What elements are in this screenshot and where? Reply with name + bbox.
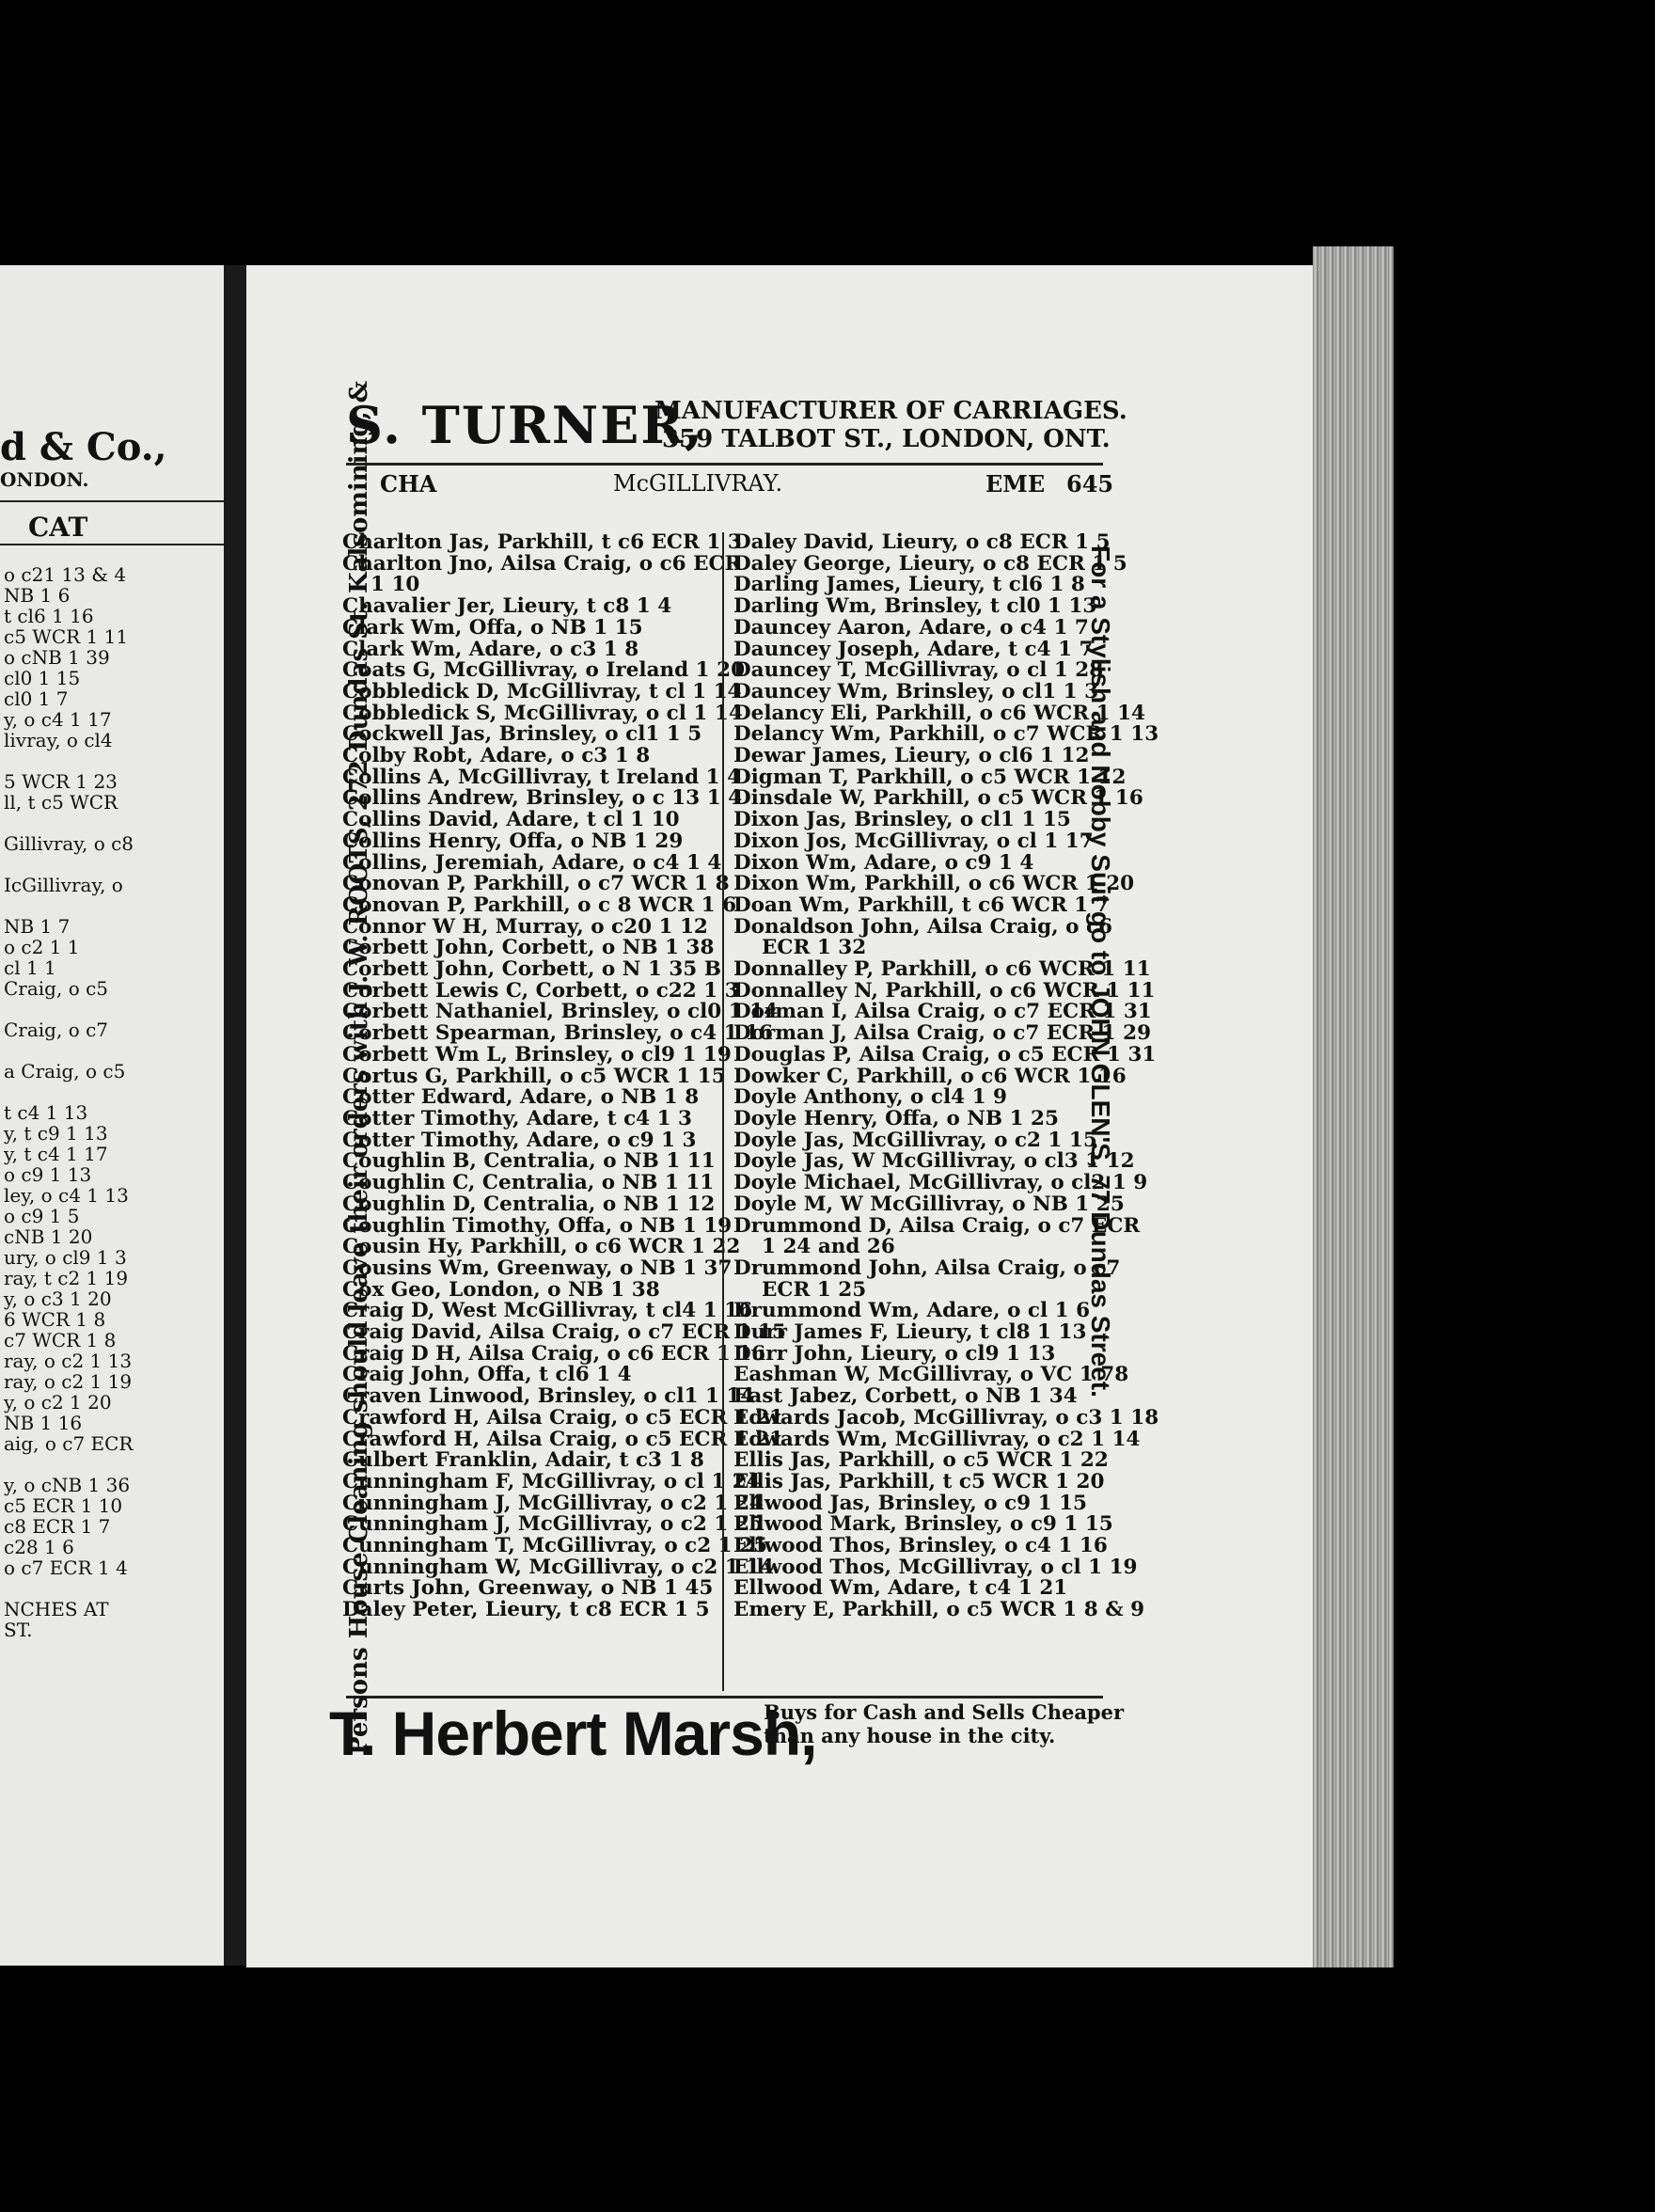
directory-entry: Donnalley N, Parkhill, o c6 WCR 1 11 bbox=[733, 978, 1156, 1003]
previous-page bbox=[0, 265, 229, 1966]
footer-advertiser-name: T. Herbert Marsh, bbox=[329, 1698, 817, 1768]
previous-page-line: y, o c2 1 20 bbox=[4, 1391, 112, 1414]
running-head-right: EME bbox=[985, 470, 1046, 498]
directory-entry: Darling Wm, Brinsley, t cl0 1 13 bbox=[733, 594, 1097, 619]
directory-entry: Craig D, West McGillivray, t cl4 1 16 bbox=[342, 1299, 753, 1323]
directory-entry: Doyle Henry, Offa, o NB 1 25 bbox=[733, 1106, 1059, 1130]
previous-page-line: 5 WCR 1 23 bbox=[4, 770, 118, 793]
directory-entry: Cunningham F, McGillivray, o cl 1 24 bbox=[342, 1469, 761, 1493]
directory-entry: Donaldson John, Ailsa Craig, o c6 bbox=[733, 914, 1113, 939]
directory-entry: Delancy Eli, Parkhill, o c6 WCR 1 14 bbox=[733, 701, 1145, 725]
directory-entry: Doyle M, W McGillivray, o NB 1 25 bbox=[733, 1192, 1125, 1216]
advertiser-name: S. TURNER, bbox=[346, 395, 705, 455]
directory-entry: Chavalier Jer, Lieury, t c8 1 4 bbox=[342, 594, 672, 619]
previous-page-line: Craig, o c7 bbox=[4, 1019, 109, 1041]
directory-entry: Culbert Franklin, Adair, t c3 1 8 bbox=[342, 1448, 704, 1473]
directory-entry: Cobbledick S, McGillivray, o cl 1 14 bbox=[342, 701, 743, 725]
directory-entry: Dixon Jas, Brinsley, o cl1 1 15 bbox=[733, 808, 1071, 832]
previous-page-heading: d & Co., bbox=[0, 425, 167, 469]
directory-entry: Crawford H, Ailsa Craig, o c5 ECR 1 21 bbox=[342, 1405, 784, 1430]
left-column bbox=[342, 532, 786, 1621]
directory-entry: Edwards Wm, McGillivray, o c2 1 14 bbox=[733, 1427, 1141, 1451]
advertiser-line-1: MANUFACTURER OF CARRIAGES. bbox=[654, 397, 1127, 425]
running-head-left: CHA bbox=[380, 470, 437, 498]
previous-page-line: ury, o cl9 1 3 bbox=[4, 1246, 127, 1269]
side-advertisement-right: For a Stylish and Nobby Suit go to JOHN GLEN'S, 77 Dundas Street. bbox=[1086, 545, 1115, 1398]
directory-entry: Digman T, Parkhill, o c5 WCR 1 12 bbox=[733, 765, 1127, 789]
previous-page-line: c8 ECR 1 7 bbox=[4, 1515, 111, 1538]
previous-page-line: o c9 1 13 bbox=[4, 1163, 92, 1186]
directory-entry: Conovan P, Parkhill, o c7 WCR 1 8 bbox=[342, 872, 730, 896]
page-edges bbox=[1313, 246, 1394, 1967]
directory-entry: Collins Henry, Offa, o NB 1 29 bbox=[342, 829, 684, 853]
directory-entry: Ellis Jas, Parkhill, t c5 WCR 1 20 bbox=[733, 1469, 1105, 1493]
previous-page-line: y, t c4 1 17 bbox=[4, 1143, 108, 1165]
directory-entry: Dixon Wm, Parkhill, o c6 WCR 1 20 bbox=[733, 872, 1135, 896]
previous-page-rule bbox=[0, 500, 224, 502]
directory-entry: Connor W H, Murray, o c20 1 12 bbox=[342, 914, 708, 939]
directory-entry: Edwards Jacob, McGillivray, o c3 1 18 bbox=[733, 1405, 1159, 1430]
directory-entry: Cotter Edward, Adare, o NB 1 8 bbox=[342, 1085, 700, 1110]
directory-entry: Corbett Nathaniel, Brinsley, o cl0 1 14 bbox=[342, 1000, 779, 1024]
previous-page-line: o c7 ECR 1 4 bbox=[4, 1556, 128, 1579]
directory-entry: Doyle Anthony, o cl4 1 9 bbox=[733, 1085, 1007, 1110]
directory-entry: Donnalley P, Parkhill, o c6 WCR 1 11 bbox=[733, 957, 1151, 982]
directory-entry: Doyle Michael, McGillivray, o cl2 1 9 bbox=[733, 1171, 1148, 1195]
previous-page-line: aig, o c7 ECR bbox=[4, 1432, 134, 1455]
directory-entry: Coats G, McGillivray, o Ireland 1 20 bbox=[342, 658, 746, 683]
directory-entry: Corbett John, Corbett, o N 1 35 B bbox=[342, 957, 721, 982]
previous-page-line: t cl6 1 16 bbox=[4, 605, 94, 627]
directory-entry: Cortus G, Parkhill, o c5 WCR 1 15 bbox=[342, 1064, 726, 1088]
directory-entry: Cobbledick D, McGillivray, t cl 1 14 bbox=[342, 679, 742, 703]
previous-page-line: c28 1 6 bbox=[4, 1536, 74, 1558]
directory-entry: Emery E, Parkhill, o c5 WCR 1 8 & 9 bbox=[733, 1598, 1145, 1622]
directory-entry: Daley Peter, Lieury, t c8 ECR 1 5 bbox=[342, 1598, 710, 1622]
directory-entry: Ellwood Wm, Adare, t c4 1 21 bbox=[733, 1576, 1068, 1601]
previous-page-line: NB 1 16 bbox=[4, 1412, 83, 1434]
previous-page-line: livray, o cl4 bbox=[4, 729, 113, 751]
directory-entry: Cox Geo, London, o NB 1 38 bbox=[342, 1277, 660, 1302]
directory-entry: Charlton Jno, Ailsa Craig, o c6 ECR bbox=[342, 551, 742, 576]
directory-entry: Ellwood Mark, Brinsley, o c9 1 15 bbox=[733, 1512, 1113, 1537]
directory-entry: Colby Robt, Adare, o c3 1 8 bbox=[342, 744, 651, 768]
directory-entry: Coughlin C, Centralia, o NB 1 11 bbox=[342, 1171, 715, 1195]
directory-entry: Clark Wm, Offa, o NB 1 15 bbox=[342, 615, 643, 640]
directory-entry: Collins, Jeremiah, Adare, o c4 1 4 bbox=[342, 850, 722, 875]
advertiser-details bbox=[654, 397, 1127, 453]
previous-page-line: cNB 1 20 bbox=[4, 1225, 93, 1248]
directory-entry: Daley David, Lieury, o c8 ECR 1 5 bbox=[733, 530, 1111, 554]
directory-entry: Drummond D, Ailsa Craig, o c7 ECR bbox=[733, 1213, 1141, 1238]
previous-page-line: o c9 1 5 bbox=[4, 1205, 80, 1227]
directory-entry: Dauncey T, McGillivray, o cl 1 28 bbox=[733, 658, 1104, 683]
previous-page-line: ray, o c2 1 19 bbox=[4, 1370, 133, 1393]
previous-page-line: o cNB 1 39 bbox=[4, 646, 110, 669]
previous-page-section: CAT bbox=[28, 512, 88, 543]
directory-entry: Drummond John, Ailsa Craig, o c7 bbox=[733, 1256, 1121, 1280]
directory-entry: Craig David, Ailsa Craig, o c7 ECR 1 15 bbox=[342, 1320, 786, 1345]
side-advertisement-left: Persons House Cleaning should leave their orders with J. W. ROOTS, 272 Dundas St. Kalsomining, & bbox=[345, 380, 373, 1755]
directory-entry: Craven Linwood, Brinsley, o cl1 1 14 bbox=[342, 1384, 755, 1409]
directory-entry: Coughlin B, Centralia, o NB 1 11 bbox=[342, 1149, 716, 1174]
footer-ad-line-1: Buys for Cash and Sells Cheaper bbox=[764, 1700, 1125, 1724]
header-rule bbox=[346, 463, 1103, 466]
previous-page-rule-2 bbox=[0, 544, 224, 545]
previous-page-line: cl 1 1 bbox=[4, 956, 56, 979]
previous-page-line: y, t c9 1 13 bbox=[4, 1122, 108, 1145]
directory-entry: Corbett Wm L, Brinsley, o cl9 1 19 bbox=[342, 1042, 732, 1066]
advertiser-line-2: 359 TALBOT ST., LONDON, ONT. bbox=[662, 425, 1111, 453]
previous-page-line: y, o c3 1 20 bbox=[4, 1288, 112, 1310]
directory-entry: Collins A, McGillivray, t Ireland 1 4 bbox=[342, 765, 742, 789]
previous-page-line: Gillivray, o c8 bbox=[4, 832, 134, 855]
directory-entry: Dauncey Aaron, Adare, o c4 1 7 bbox=[733, 615, 1089, 640]
directory-entry: Douglas P, Ailsa Craig, o c5 ECR 1 31 bbox=[733, 1042, 1157, 1066]
previous-page-line: NB 1 6 bbox=[4, 584, 71, 607]
directory-entry: East Jabez, Corbett, o NB 1 34 bbox=[733, 1384, 1078, 1409]
directory-entry: Cunningham T, McGillivray, o c2 1 25 bbox=[342, 1534, 768, 1558]
directory-entry: Durr James F, Lieury, t cl8 1 13 bbox=[733, 1320, 1087, 1345]
previous-page-line: y, o c4 1 17 bbox=[4, 708, 112, 731]
directory-entry: Dixon Wm, Adare, o c9 1 4 bbox=[733, 850, 1034, 875]
directory-entry: Charlton Jas, Parkhill, t c6 ECR 1 3 bbox=[342, 530, 742, 554]
directory-entry: Darling James, Lieury, t cl6 1 8 bbox=[733, 573, 1085, 597]
previous-page-line: c5 ECR 1 10 bbox=[4, 1494, 123, 1517]
previous-page-line: cl0 1 15 bbox=[4, 667, 81, 689]
previous-page-line: ST. bbox=[4, 1619, 33, 1641]
footer-advertisement bbox=[764, 1700, 1124, 1747]
previous-page-line: a Craig, o c5 bbox=[4, 1060, 126, 1082]
directory-entry: Cousin Hy, Parkhill, o c6 WCR 1 22 bbox=[342, 1235, 741, 1259]
directory-entry: Doyle Jas, McGillivray, o c2 1 15 bbox=[733, 1128, 1097, 1152]
directory-entry: Cunningham J, McGillivray, o c2 1 25 bbox=[342, 1512, 764, 1537]
directory-entry: Collins Andrew, Brinsley, o c 13 1 4 bbox=[342, 786, 743, 811]
directory-entry: Dinsdale W, Parkhill, o c5 WCR 1 16 bbox=[733, 786, 1143, 811]
directory-entry: Ellwood Jas, Brinsley, o c9 1 15 bbox=[733, 1491, 1087, 1515]
column-divider bbox=[722, 532, 724, 1691]
directory-entry: Coughlin Timothy, Offa, o NB 1 19 bbox=[342, 1213, 733, 1238]
directory-entry: 1 24 and 26 bbox=[762, 1235, 895, 1259]
previous-page-line: 6 WCR 1 8 bbox=[4, 1308, 106, 1331]
directory-entry: Dewar James, Lieury, o cl6 1 12 bbox=[733, 744, 1090, 768]
directory-entry: Eashman W, McGillivray, o VC 1 78 bbox=[733, 1363, 1129, 1387]
previous-page-line: c7 WCR 1 8 bbox=[4, 1329, 117, 1351]
directory-entry: Ellwood Thos, McGillivray, o cl 1 19 bbox=[733, 1555, 1138, 1579]
directory-entry: Dorman J, Ailsa Craig, o c7 ECR 1 29 bbox=[733, 1021, 1152, 1046]
previous-page-line: NB 1 7 bbox=[4, 915, 71, 938]
directory-entry: Cockwell Jas, Brinsley, o cl1 1 5 bbox=[342, 722, 702, 747]
previous-page-line: ray, o c2 1 13 bbox=[4, 1350, 133, 1372]
directory-entry: Drummond Wm, Adare, o cl 1 6 bbox=[733, 1299, 1091, 1323]
directory-entry: Corbett Lewis C, Corbett, o c22 1 3 bbox=[342, 978, 739, 1003]
directory-entry: Durr John, Lieury, o cl9 1 13 bbox=[733, 1341, 1056, 1366]
directory-entry: Craig D H, Ailsa Craig, o c6 ECR 1 16 bbox=[342, 1341, 766, 1366]
directory-entry: Conovan P, Parkhill, o c 8 WCR 1 6 bbox=[342, 893, 737, 917]
directory-entry: Dauncey Joseph, Adare, t c4 1 7 bbox=[733, 637, 1094, 661]
directory-entry: Daley George, Lieury, o c8 ECR 1 5 bbox=[733, 551, 1127, 576]
previous-page-line: ray, t c2 1 19 bbox=[4, 1267, 129, 1289]
directory-entry: 1 10 bbox=[370, 573, 420, 597]
directory-entry: ECR 1 32 bbox=[762, 936, 867, 960]
previous-page-line: ll, t c5 WCR bbox=[4, 791, 118, 814]
previous-page-line: ley, o c4 1 13 bbox=[4, 1184, 129, 1207]
directory-entry: Clark Wm, Adare, o c3 1 8 bbox=[342, 637, 639, 661]
previous-page-line: NCHES AT bbox=[4, 1598, 109, 1620]
directory-entry: Dauncey Wm, Brinsley, o cl1 1 3 bbox=[733, 679, 1099, 703]
previous-page-line: t c4 1 13 bbox=[4, 1101, 88, 1124]
directory-entry: Corbett John, Corbett, o NB 1 38 bbox=[342, 936, 715, 960]
directory-entry: Cunningham J, McGillivray, o c2 1 24 bbox=[342, 1491, 764, 1515]
directory-entry: Ellwood Thos, Brinsley, o c4 1 16 bbox=[733, 1534, 1108, 1558]
previous-page-line: Craig, o c5 bbox=[4, 977, 109, 1000]
directory-entry: Cotter Timothy, Adare, t c4 1 3 bbox=[342, 1106, 693, 1130]
directory-entry: Doyle Jas, W McGillivray, o cl3 1 12 bbox=[733, 1149, 1135, 1174]
directory-entry: Craig John, Offa, t cl6 1 4 bbox=[342, 1363, 632, 1387]
directory-entry: Cotter Timothy, Adare, o c9 1 3 bbox=[342, 1128, 697, 1152]
previous-page-line: IcGillivray, o bbox=[4, 874, 123, 896]
previous-page-line: o c21 13 & 4 bbox=[4, 563, 127, 586]
directory-entry: ECR 1 25 bbox=[762, 1277, 867, 1302]
previous-page-line: c5 WCR 1 11 bbox=[4, 625, 129, 648]
directory-entry: Dixon Jos, McGillivray, o cl 1 17 bbox=[733, 829, 1094, 853]
directory-entry: Delancy Wm, Parkhill, o c7 WCR 1 13 bbox=[733, 722, 1159, 747]
previous-page-line: o c2 1 1 bbox=[4, 936, 80, 958]
header-advertisement bbox=[346, 395, 1127, 461]
directory-entry: Doan Wm, Parkhill, t c6 WCR 1 7 bbox=[733, 893, 1110, 917]
directory-entry: Collins David, Adare, t cl 1 10 bbox=[342, 808, 680, 832]
directory-entry: Curts John, Greenway, o NB 1 45 bbox=[342, 1576, 714, 1601]
directory-entry: Coughlin D, Centralia, o NB 1 12 bbox=[342, 1192, 716, 1216]
previous-page-line: y, o cNB 1 36 bbox=[4, 1474, 131, 1496]
running-head-center: McGILLIVRAY. bbox=[613, 470, 783, 497]
directory-entry: Dorman I, Ailsa Craig, o c7 ECR 1 31 bbox=[733, 1000, 1152, 1024]
directory-entry: Dowker C, Parkhill, o c6 WCR 1 16 bbox=[733, 1064, 1127, 1088]
directory-entry: Cousins Wm, Greenway, o NB 1 37 bbox=[342, 1256, 733, 1280]
directory-entry: Corbett Spearman, Brinsley, o c4 1 16 bbox=[342, 1021, 773, 1046]
directory-entry: Crawford H, Ailsa Craig, o c5 ECR 1 21 bbox=[342, 1427, 784, 1451]
previous-page-subheading: ONDON. bbox=[0, 468, 89, 491]
page-number: 645 bbox=[1066, 470, 1114, 498]
directory-entry: Ellis Jas, Parkhill, o c5 WCR 1 22 bbox=[733, 1448, 1109, 1473]
previous-page-line: cl0 1 7 bbox=[4, 687, 69, 710]
footer-ad-line-2: than any house in the city. bbox=[764, 1724, 1056, 1747]
directory-entry: Cunningham W, McGillivray, o c2 1 14 bbox=[342, 1555, 775, 1579]
